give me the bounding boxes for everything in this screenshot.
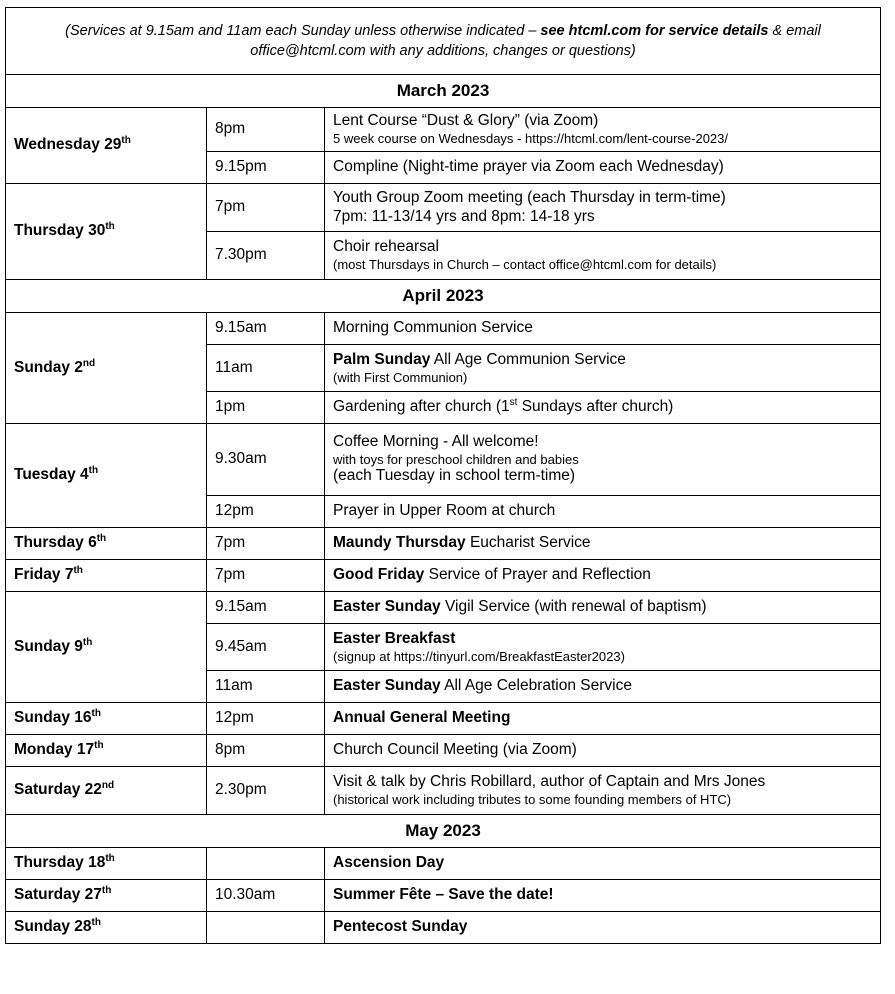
table-row xyxy=(6,735,881,767)
event-date: Friday 7th xyxy=(6,560,207,592)
event-time: 9.45am xyxy=(207,624,325,671)
event-title: Youth Group Zoom meeting (each Thursday in term-time) xyxy=(333,188,726,206)
event-description xyxy=(325,767,881,815)
event-title-bold: Palm Sunday xyxy=(333,350,431,368)
table-row xyxy=(6,592,881,624)
event-description: Prayer in Upper Room at church xyxy=(325,496,881,528)
month-row xyxy=(6,280,881,313)
event-description: Easter Sunday Vigil Service (with renewal of baptism) xyxy=(325,592,881,624)
table-row xyxy=(6,880,881,912)
event-time: 2.30pm xyxy=(207,767,325,815)
event-time: 7pm xyxy=(207,528,325,560)
event-time: 11am xyxy=(207,671,325,703)
event-time: 9.15am xyxy=(207,592,325,624)
intro-text-2: & email office@htcml.com with any additions, changes or questions) xyxy=(250,22,821,59)
event-date: Saturday 27th xyxy=(6,880,207,912)
event-description: Annual General Meeting xyxy=(325,703,881,735)
event-title: Choir rehearsal xyxy=(333,238,439,256)
month-heading-april: April 2023 xyxy=(6,280,881,313)
event-description: Maundy Thursday Eucharist Service xyxy=(325,528,881,560)
event-description xyxy=(325,184,881,232)
event-description: Good Friday Service of Prayer and Reflection xyxy=(325,560,881,592)
event-time: 8pm xyxy=(207,735,325,767)
event-time: 1pm xyxy=(207,392,325,424)
event-time: 9.15am xyxy=(207,313,325,345)
table-row xyxy=(6,767,881,815)
event-time: 7pm xyxy=(207,560,325,592)
table-row xyxy=(6,528,881,560)
event-date: Sunday 9th xyxy=(6,592,207,703)
event-note: (with First Communion) xyxy=(333,369,468,385)
event-date: Wednesday 29th xyxy=(6,108,207,184)
event-note: (each Tuesday in school term-time) xyxy=(333,467,576,485)
event-date: Sunday 16th xyxy=(6,703,207,735)
event-description: Easter Sunday All Age Celebration Service xyxy=(325,671,881,703)
intro-note xyxy=(6,8,881,75)
event-description: Palm Sunday All Age Communion Service (with First Communion) xyxy=(325,345,881,392)
event-title: Coffee Morning - All welcome! xyxy=(333,432,539,450)
event-date: Monday 17th xyxy=(6,735,207,767)
event-date: Thursday 30th xyxy=(6,184,207,280)
event-time: 8pm xyxy=(207,108,325,152)
event-description xyxy=(325,232,881,280)
event-title: Visit & talk by Chris Robillard, author of Captain and Mrs Jones xyxy=(333,773,766,791)
event-title-bold: Easter Breakfast xyxy=(333,629,456,647)
intro-text-1: (Services at 9.15am and 11am each Sunday unless otherwise indicated – xyxy=(65,22,541,39)
event-description: Morning Communion Service xyxy=(325,313,881,345)
event-time: 12pm xyxy=(207,496,325,528)
event-time xyxy=(207,912,325,944)
event-date: Sunday 28th xyxy=(6,912,207,944)
table-row xyxy=(6,313,881,345)
month-row xyxy=(6,75,881,108)
event-title: Lent Course “Dust & Glory” (via Zoom) xyxy=(333,112,599,130)
events-table xyxy=(5,7,881,944)
table-row xyxy=(6,184,881,232)
event-time: 11am xyxy=(207,345,325,392)
event-note: 7pm: 11-13/14 yrs and 8pm: 14-18 yrs xyxy=(333,207,595,225)
event-time: 7pm xyxy=(207,184,325,232)
event-note: (historical work including tributes to some founding members of HTC) xyxy=(333,792,732,808)
event-time xyxy=(207,848,325,880)
event-time: 9.30am xyxy=(207,424,325,496)
event-description: Gardening after church (1st Sundays after church) xyxy=(325,392,881,424)
event-description xyxy=(325,108,881,152)
month-heading-may: May 2023 xyxy=(6,815,881,848)
month-row xyxy=(6,815,881,848)
event-description xyxy=(325,424,881,496)
intro-bold: see htcml.com for service details xyxy=(540,22,769,39)
event-date: Thursday 18th xyxy=(6,848,207,880)
event-description: Compline (Night-time prayer via Zoom each Wednesday) xyxy=(325,152,881,184)
event-date: Sunday 2nd xyxy=(6,313,207,424)
event-date: Tuesday 4th xyxy=(6,424,207,528)
table-row xyxy=(6,912,881,944)
table-row xyxy=(6,560,881,592)
table-row xyxy=(6,424,881,496)
table-row xyxy=(6,848,881,880)
event-time: 12pm xyxy=(207,703,325,735)
event-description xyxy=(325,624,881,671)
month-heading-march: March 2023 xyxy=(6,75,881,108)
event-description: Pentecost Sunday xyxy=(325,912,881,944)
table-row xyxy=(6,108,881,152)
event-description: Ascension Day xyxy=(325,848,881,880)
event-date: Saturday 22nd xyxy=(6,767,207,815)
event-note: (signup at https://tinyurl.com/BreakfastEaster2023) xyxy=(333,648,625,664)
event-time: 7.30pm xyxy=(207,232,325,280)
event-note: with toys for preschool children and babies xyxy=(333,451,579,467)
event-note: 5 week course on Wednesdays - https://htcml.com/lent-course-2023/ xyxy=(333,131,729,147)
event-time: 9.15pm xyxy=(207,152,325,184)
event-time: 10.30am xyxy=(207,880,325,912)
table-row xyxy=(6,703,881,735)
event-description: Summer Fête – Save the date! xyxy=(325,880,881,912)
intro-row xyxy=(6,8,881,75)
event-note: (most Thursdays in Church – contact office@htcml.com for details) xyxy=(333,257,717,273)
event-description: Church Council Meeting (via Zoom) xyxy=(325,735,881,767)
event-date: Thursday 6th xyxy=(6,528,207,560)
